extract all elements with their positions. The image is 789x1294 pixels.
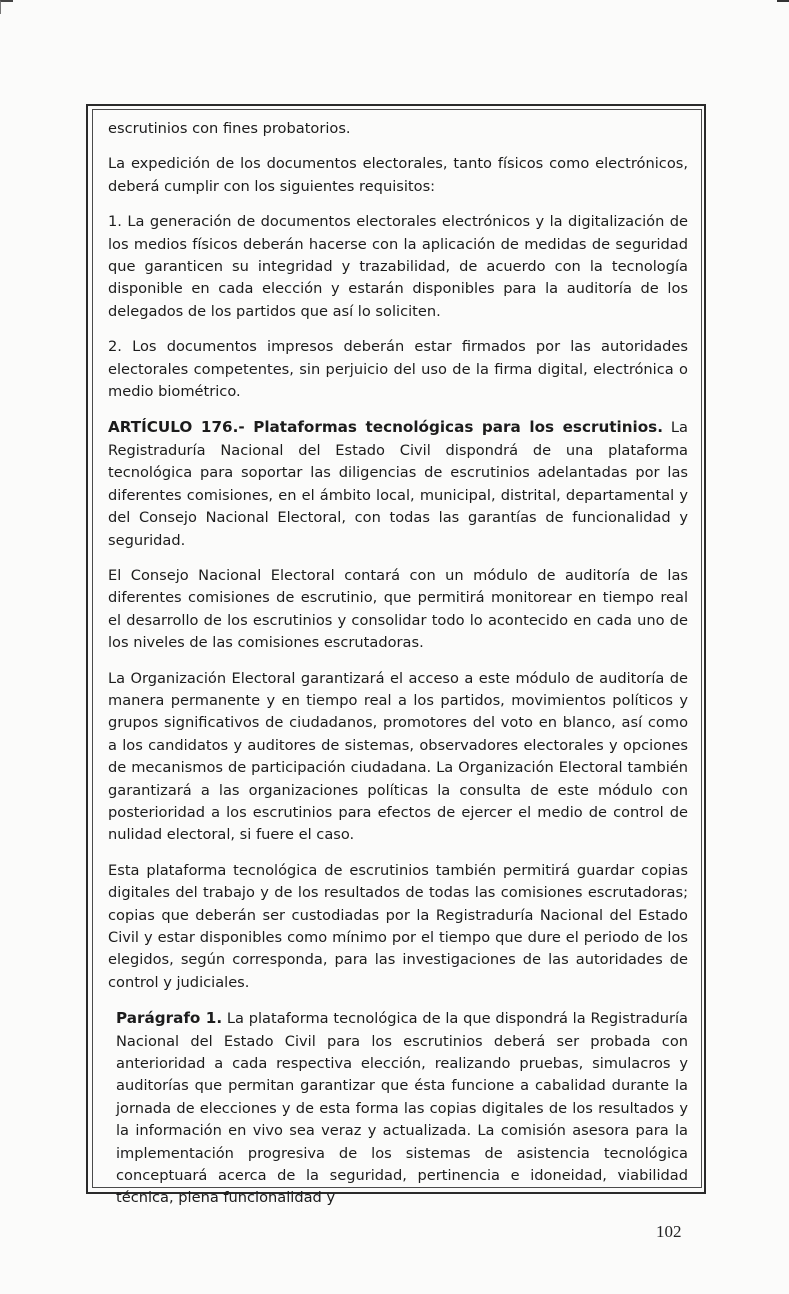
scan-corner-mark [0,0,13,14]
paragraph-access-guarantee: La Organización Electoral garantizará el acceso a este módulo de auditoría de manera permanente y en tiempo real a los partidos, movimientos políticos y grupos significativos de ciudadanos, promotores del voto en blanco, así como a los candidatos y auditores de sistemas, observadores electorales y opciones de mecanismos de participación ciudadana. La Organización Electoral también garantizará a las organizaciones políticas la consulta de este módulo con posterioridad a los escrutinios para efectos de ejercer el medio de control de nulidad electoral, si fuere el caso. [108,669,688,844]
paragraph-continuation: escrutinios con fines probatorios. [108,120,351,137]
paragrafo-1-body: La plataforma tecnológica de la que dispondrá la Registraduría Nacional del Estado Civil para los escrutinios deberá ser probada con anterioridad a cada respectiva elección, realizando pruebas, simulacros y auditorías que permitan garantizar que ésta funcione a cabalidad durante la jornada de elecciones y de esta forma las copias digitales de los resultados y la información en vivo sea veraz y actualizada. La comisión asesora para la implementación progresiva de los sistemas de asistencia tecnológica conceptuará acerca de la seguridad, pertinencia e idoneidad, viabilidad técnica, plena funcionalidad y [116,1010,688,1207]
paragraph-requirements-intro: La expedición de los documentos electorales, tanto físicos como electrónicos, deberá cumplir con los siguientes requisitos: [108,155,688,195]
paragrafo-1-heading: Parágrafo 1. [116,1009,223,1028]
paragraph-digital-copies: Esta plataforma tecnológica de escrutinios también permitirá guardar copias digitales del trabajo y de los resultados de todas las comisiones escrutadoras; copias que deberán ser custodiadas por la Registraduría Nacional del Estado Civil y estar disponibles como mínimo por el tiempo que dure el periodo de los elegidos, según corresponda, para las investigaciones de las autoridades de control y judiciales. [108,861,688,991]
paragraph-requirement-2: 2. Los documentos impresos deberán estar firmados por las autoridades electorales competentes, sin perjuicio del uso de la firma digital, electrónica o medio biométrico. [108,338,688,401]
article-176-body: La Registraduría Nacional del Estado Civil dispondrá de una plataforma tecnológica para soportar las diligencias de escrutinios adelantadas por las diferentes comisiones, en el ámbito local, municipal, distrital, departamental y del Consejo Nacional Electoral, con todas las garantías de funcionalidad y seguridad. [108,419,688,549]
paragraph-article-176 [108,416,688,551]
article-176-heading: ARTÍCULO 176.- Plataformas tecnológicas para los escrutinios. [108,418,663,437]
paragraph-paragrafo-1 [108,1007,688,1210]
scan-corner-mark-right [777,0,789,8]
paragraph-requirement-1: 1. La generación de documentos electorales electrónicos y la digitalización de los medios físicos deberán hacerse con la aplicación de medidas de seguridad que garanticen su integridad y trazabilidad, de acuerdo con la tecnología disponible en cada elección y estarán disponibles para la auditoría de los delegados de los partidos que así lo soliciten. [108,213,688,320]
document-body [108,118,688,1210]
paragraph-audit-module: El Consejo Nacional Electoral contará con un módulo de auditoría de las diferentes comisiones de escrutinio, que permitirá monitorear en tiempo real el desarrollo de los escrutinios y consolidar todo lo acontecido en cada uno de los niveles de las comisiones escrutadoras. [108,566,688,652]
page-number: 102 [656,1222,682,1241]
